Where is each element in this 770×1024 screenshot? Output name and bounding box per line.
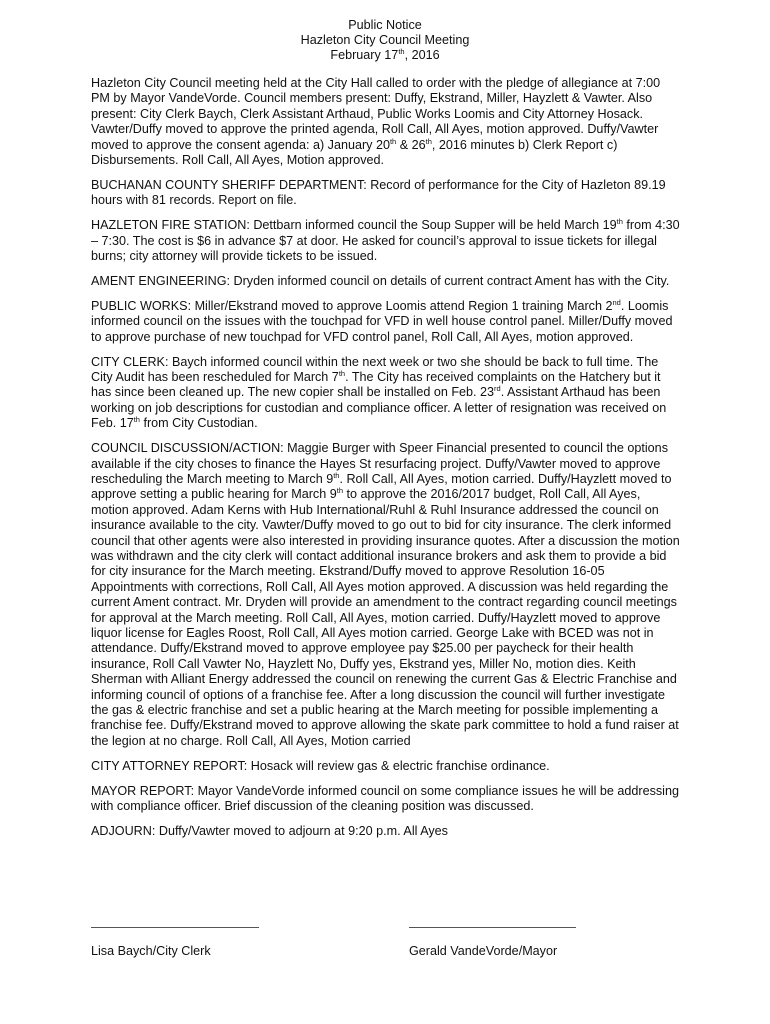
ordinal-suffix: nd: [612, 297, 621, 307]
paragraph-text: from 4:30 – 7:30. The cost is $6 in advance $7 at door. He asked for council’s approval to issue tickets for illegal burns; city attorney will provide tickets to be issued.: [91, 218, 680, 264]
meeting-date-suffix: th: [398, 46, 405, 56]
paragraph-text: ADJOURN: Duffy/Vawter moved to adjourn at 9:20 p.m. All Ayes: [91, 823, 448, 838]
minutes-paragraph: [91, 824, 681, 839]
paragraph-text: Hazleton City Council meeting held at the City Hall called to order with the pledge of allegiance at 7:00 PM by Mayor VandeVorde. Council members present: Duffy, Ekstrand, Miller, Hayzlett & Vawter. Also present: City Clerk Baych, Clerk Assistant Arthaud, Public Works Loomis and City Attorney Hosack. Vawter/Duffy moved to approve the printed agenda, Roll Call, All Ayes, motion approved. Duffy/Vawter moved to approve the consent agenda: a) January 20: [91, 76, 661, 152]
meeting-date: [0, 48, 770, 63]
meeting-name: Hazleton City Council Meeting: [300, 33, 470, 47]
minutes-paragraph: [91, 299, 681, 345]
clerk-signature-name: Lisa Baych/City Clerk: [91, 944, 211, 958]
ordinal-suffix: th: [333, 470, 340, 480]
paragraph-text: HAZLETON FIRE STATION: Dettbarn informed council the Soup Supper will be held March 19: [91, 218, 617, 233]
minutes-paragraph: [91, 274, 681, 289]
minutes-paragraph: [91, 784, 681, 815]
paragraph-text: to approve the 2016/2017 budget, Roll Call, All Ayes, motion approved. Adam Kerns with Hub International/Ruhl & Ruhl Insurance addressed the council on insurance available to the city. Vawter/Duffy moved to go out to bid for city insurance. The clerk informed council that other agents were also interested in providing insurance quotes. After a discussion the motion was withdrawn and the city clerk will contact additional insurance brokers and ask them to provide a bid for city insurance for the March meeting. Ekstrand/Duffy moved to approve Resolution 16-05 Appointments with corrections, Roll Call, All Ayes motion approved. A discussion was held regarding the current Ament contract. Mr. Dryden will provide an amendment to the contract regarding council meetings for approval at the March meeting. Roll Call, All Ayes, motion carried. Duffy/Hayzlett moved to approve liquor license for Eagles Roost, Roll Call, All Ayes motion carried. George Lake with BCED was not in attendance. Duffy/Ekstrand moved to approve employee pay $25.00 per paycheck for their health insurance, Roll Call Vawter No, Hayzlett No, Duffy yes, Ekstrand yes, Miller No, motion dies. Keith Sherman with Alliant Energy addressed the council on renewing the current Gas & Electric Franchise and informing council of options of a franchise fee. After a long discussion the council will further investigate the gas & electric franchise and set a public hearing at the March meeting for possible implementing a franchise fee. Duffy/Ekstrand moved to approve allowing the skate park committee to hold a fund raiser at the legion at no charge. Roll Call, All Ayes, Motion carried: [91, 487, 680, 748]
paragraph-text: . Roll Call, All Ayes, motion carried. Duffy/Hayzlett moved to approve setting a public hearing for March 9: [91, 471, 672, 502]
ordinal-suffix: th: [616, 217, 623, 227]
paragraph-text: AMENT ENGINEERING: Dryden informed council on details of current contract Ament has with the City.: [91, 273, 670, 288]
minutes-paragraph: [91, 218, 681, 264]
ordinal-suffix: th: [338, 368, 346, 378]
ordinal-suffix: th: [425, 136, 432, 146]
paragraph-text: . Assistant Arthaud has been working on job descriptions for custodian and compliance officer. A letter of resignation was received on Feb. 17: [91, 385, 667, 431]
paragraph-text: COUNCIL DISCUSSION/ACTION: Maggie Burger with Speer Financial presented to council the options available if the city choses to finance the Hayes St resurfacing project. Duffy/Vawter moved to approve rescheduling the March meeting to March 9: [91, 441, 668, 486]
mayor-signature-name: Gerald VandeVorde/Mayor: [409, 944, 558, 958]
meeting-date-text: February 17: [330, 48, 399, 62]
minutes-paragraph: [91, 441, 681, 749]
paragraph-text: . Loomis informed council on the issues with the touchpad for VFD in well house control panel. Miller/Duffy moved to approve purchase of new touchpad for VFD control panel, Roll Call, All Ayes, motion approved.: [91, 298, 673, 344]
minutes-body: [91, 76, 681, 849]
minutes-paragraph: [91, 759, 681, 774]
paragraph-text: MAYOR REPORT: Mayor VandeVorde informed council on some compliance issues he will be addressing with compliance officer. Brief discussion of the cleaning position was discussed.: [91, 783, 679, 814]
ordinal-suffix: th: [133, 415, 140, 425]
ordinal-suffix: th: [389, 136, 397, 146]
ordinal-suffix: rd: [494, 384, 501, 394]
paragraph-text: CITY CLERK: Baych informed council within the next week or two she should be back to full time. The City Audit has been rescheduled for March 7: [91, 354, 659, 384]
paragraph-text: BUCHANAN COUNTY SHERIFF DEPARTMENT: Record of performance for the City of Hazleton 89.19 hours with 81 records. Report on file.: [91, 177, 666, 208]
paragraph-text: & 26: [396, 137, 426, 152]
minutes-paragraph: [91, 76, 681, 168]
minutes-paragraph: [91, 355, 681, 432]
paragraph-text: . The City has received complaints on the Hatchery but it has since been cleaned up. The new copier shall be installed on Feb. 23: [91, 370, 661, 400]
notice-header: [0, 18, 770, 63]
paragraph-text: from City Custodian.: [139, 416, 258, 431]
paragraph-text: , 2016 minutes b) Clerk Report c) Disbursements. Roll Call, All Ayes, Motion approved.: [91, 137, 618, 168]
signature-lines: [91, 921, 691, 935]
paragraph-text: PUBLIC WORKS: Miller/Ekstrand moved to approve Loomis attend Region 1 training March 2: [91, 298, 613, 313]
clerk-signature-line: [91, 927, 259, 928]
paragraph-text: CITY ATTORNEY REPORT: Hosack will review gas & electric franchise ordinance.: [91, 758, 550, 773]
notice-title: Public Notice: [348, 18, 422, 32]
minutes-paragraph: [91, 178, 681, 209]
meeting-date-year: , 2016: [404, 48, 440, 62]
ordinal-suffix: th: [336, 486, 343, 496]
mayor-signature-line: [409, 927, 576, 928]
